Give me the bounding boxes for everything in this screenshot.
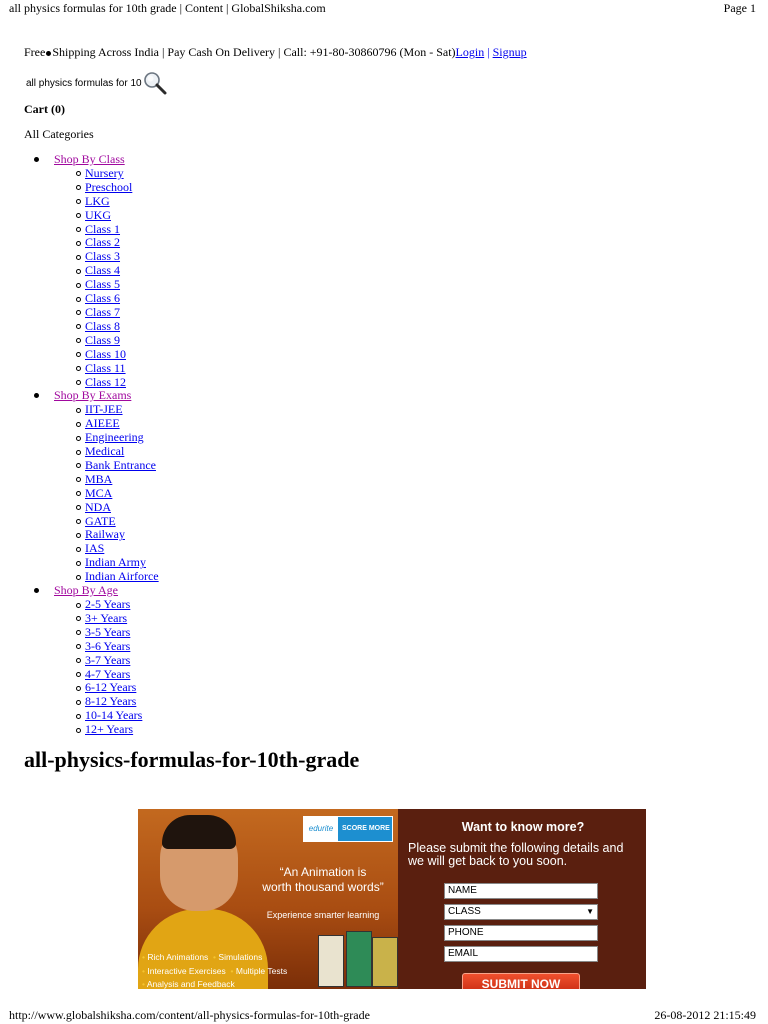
feature-bullet-icon: • [142,952,145,962]
quote-line-2: worth thousand words” [262,880,384,894]
nav-subitem [85,264,159,278]
nav-subitem-link[interactable]: Indian Airforce [85,569,159,584]
nav-subitem [85,473,159,487]
circle-bullet-icon [76,616,81,621]
nav-subitem [85,417,159,431]
circle-bullet-icon [76,185,81,190]
nav-subitem [85,403,159,417]
nav-category [42,153,159,389]
class-select[interactable] [444,904,598,920]
print-url: http://www.globalshiksha.com/content/all-physics-formulas-for-10th-grade [9,1008,370,1022]
circle-bullet-icon [76,463,81,468]
book-icon [346,931,372,987]
nav-subitem [85,362,159,376]
banner-features [142,951,287,989]
nav-subitem-link[interactable]: Class 11 [85,360,126,375]
nav-subitem-link[interactable]: MBA [85,471,113,486]
circle-bullet-icon [76,450,81,455]
bullet-icon [34,393,39,398]
nav-subitem-link[interactable]: LKG [85,193,110,208]
nav-subitem-link[interactable]: Class 3 [85,249,121,264]
nav-subitem [85,515,159,529]
topbar-shipping-info: Shipping Across India | Pay Cash On Delivery | Call: +91-80-30860796 (Mon - Sat) [52,45,456,59]
top-info-bar [24,45,527,60]
print-page-number: Page 1 [723,1,756,15]
nav-subitem [85,445,159,459]
nav-subitem [85,556,159,570]
circle-bullet-icon [76,283,81,288]
nav-subitem [85,459,159,473]
nav-subitem [85,195,159,209]
nav-subitem [85,570,159,584]
book-covers [316,931,398,989]
circle-bullet-icon [76,644,81,649]
search-icon[interactable] [143,71,167,95]
nav-subitem [85,181,159,195]
submit-button[interactable]: SUBMIT NOW [462,973,580,989]
nav-subitem [85,598,159,612]
search-box[interactable] [26,71,167,95]
circle-bullet-icon [76,408,81,413]
nav-subitem [85,250,159,264]
login-link[interactable]: Login [455,45,485,59]
circle-bullet-icon [76,213,81,218]
nav-subitem [85,167,159,181]
circle-bullet-icon [76,630,81,635]
nav-category-link[interactable]: Shop By Exams [54,388,132,403]
nav-subitem [85,681,159,695]
banner-image-area [138,809,398,989]
nav-subitem-link[interactable]: 3-7 Years [85,652,131,667]
nav-category-link[interactable]: Shop By Class [54,152,125,166]
circle-bullet-icon [76,519,81,524]
nav-subitem [85,334,159,348]
circle-bullet-icon [76,728,81,733]
circle-bullet-icon [76,352,81,357]
nav-subitem [85,501,159,515]
circle-bullet-icon [76,505,81,510]
nav-subitem-link[interactable]: MCA [85,485,113,500]
nav-subitem-link[interactable]: 3+ Years [85,610,128,625]
circle-bullet-icon [76,255,81,260]
nav-subitem-link[interactable]: Class 6 [85,291,121,306]
chevron-down-icon[interactable]: ▼ [586,907,594,916]
circle-bullet-icon [76,700,81,705]
quote-line-1: “An Animation is [279,865,367,879]
nav-subitem-link[interactable]: 4-7 Years [85,666,131,681]
nav-subitem [85,626,159,640]
circle-bullet-icon [76,227,81,232]
circle-bullet-icon [76,199,81,204]
feature-bullet-icon: • [142,979,145,989]
nav-subitem [85,695,159,709]
all-categories-heading: All Categories [24,127,94,141]
circle-bullet-icon [76,714,81,719]
nav-subitem [85,612,159,626]
nav-subitem-link[interactable]: 10-14 Years [85,708,143,723]
circle-bullet-icon [76,366,81,371]
nav-subitem-link[interactable]: Class 9 [85,332,121,347]
book-icon [318,935,344,987]
topbar-free: Free [24,45,46,59]
nav-subitem-link[interactable]: 12+ Years [85,722,134,737]
nav-subitem-link[interactable]: 2-5 Years [85,597,131,611]
feature-text: Interactive Exercises [147,965,226,976]
nav-category-link[interactable]: Shop By Age [54,583,119,598]
feature-text: Multiple Tests [235,965,288,976]
circle-bullet-icon [76,436,81,441]
nav-subitem-link[interactable]: 3-6 Years [85,638,131,653]
circle-bullet-icon [76,477,81,482]
print-datetime: 26-08-2012 21:15:49 [654,1008,756,1022]
form-title: Want to know more? [461,820,585,834]
name-field[interactable]: NAME [444,883,598,899]
feature-text: Analysis and Feedback [146,979,235,989]
nav-subitem [85,709,159,723]
nav-subitem [85,292,159,306]
nav-subitem-link[interactable]: 8-12 Years [85,694,137,709]
nav-subitem [85,320,159,334]
bullet-icon [34,157,39,162]
nav-subitem-link[interactable]: Class 4 [85,263,121,278]
circle-bullet-icon [76,491,81,496]
circle-bullet-icon [76,603,81,608]
feature-bullet-icon: • [142,965,145,976]
cart-link[interactable]: Cart (0) [24,102,65,116]
nav-subitem [85,376,159,390]
banner-tagline: Experience smarter learning [266,910,380,920]
circle-bullet-icon [76,422,81,427]
feature-text: Simulations [218,952,263,962]
nav-subitem-link[interactable]: Preschool [85,179,133,194]
circle-bullet-icon [76,547,81,552]
nav-subitem-link[interactable]: Class 10 [85,346,127,361]
class-select-value: CLASS [448,906,481,917]
nav-subitem [85,348,159,362]
circle-bullet-icon [76,310,81,315]
nav-subitem-link[interactable]: Class 1 [85,221,121,236]
nav-subitem-link[interactable]: Class 5 [85,277,121,292]
student-hair [162,815,236,849]
nav-subitem-link[interactable]: 6-12 Years [85,680,137,695]
enquiry-form [400,809,646,989]
form-subtitle: Please submit the following details and we will get back to you soon. [408,841,624,868]
nav-subitem [85,723,159,737]
print-footer [9,1008,756,1024]
nav-category [42,389,159,584]
circle-bullet-icon [76,338,81,343]
circle-bullet-icon [76,241,81,246]
edurite-ad-banner[interactable] [138,809,646,989]
nav-subitem [85,209,159,223]
circle-bullet-icon [76,269,81,274]
nav-subitem [85,223,159,237]
nav-subitem-link[interactable]: Bank Entrance [85,457,156,472]
circle-bullet-icon [76,297,81,302]
circle-bullet-icon [76,533,81,538]
nav-subitem-link[interactable]: Engineering [85,430,144,445]
bullet-icon [46,51,51,56]
search-input[interactable]: all physics formulas for 10 [26,77,142,89]
circle-bullet-icon [76,171,81,176]
print-header [9,0,756,18]
nav-subitem [85,654,159,668]
circle-bullet-icon [76,658,81,663]
logo-slogan: SCORE MORE [342,825,390,832]
feature-text: Rich Animations [147,952,209,962]
circle-bullet-icon [76,324,81,329]
nav-subitem-link[interactable]: Class 8 [85,318,121,333]
nav-subitem-link[interactable]: Class 12 [85,374,127,389]
topbar-separator: | [487,45,490,59]
circle-bullet-icon [76,672,81,677]
book-icon [372,937,398,987]
banner-quote [250,865,396,895]
nav-subitem-link[interactable]: UKG [85,207,111,222]
page-title: all-physics-formulas-for-10th-grade [24,747,360,772]
phone-field[interactable]: PHONE [444,925,598,941]
nav-subitem [85,278,159,292]
nav-subitem-link[interactable]: NDA [85,499,111,514]
circle-bullet-icon [76,561,81,566]
nav-subitem [85,528,159,542]
nav-subitem-link[interactable]: Class 2 [85,235,121,250]
nav-subitem [85,306,159,320]
nav-subitem [85,542,159,556]
circle-bullet-icon [76,686,81,691]
nav-subitem-link[interactable]: Medical [85,444,125,459]
nav-subitem-link[interactable]: Railway [85,527,125,542]
nav-subitem-link[interactable]: IIT-JEE [85,402,123,417]
logo-brand: edurite [304,817,338,841]
nav-subitem-link[interactable]: Indian Army [85,555,146,570]
feature-bullet-icon: • [213,952,217,962]
nav-subitem-link[interactable]: Class 7 [85,304,121,319]
edurite-logo [303,816,393,842]
email-field[interactable]: EMAIL [444,946,598,962]
circle-bullet-icon [76,575,81,580]
print-title: all physics formulas for 10th grade | Content | GlobalShiksha.com [9,1,326,15]
feature-bullet-icon: • [230,965,234,976]
nav-category [42,584,159,737]
nav-subitem [85,431,159,445]
nav-subitem-link[interactable]: GATE [85,513,116,528]
nav-subitem-link[interactable]: AIEEE [85,416,120,431]
nav-subitem [85,668,159,682]
nav-subitem-link[interactable]: IAS [85,541,105,556]
nav-subitem [85,236,159,250]
category-nav [42,153,159,737]
nav-subitem-link[interactable]: 3-5 Years [85,624,131,639]
nav-subitem [85,487,159,501]
bullet-icon [34,588,39,593]
nav-subitem-link[interactable]: Nursery [85,165,124,180]
circle-bullet-icon [76,380,81,385]
signup-link[interactable]: Signup [492,45,527,59]
nav-subitem [85,640,159,654]
